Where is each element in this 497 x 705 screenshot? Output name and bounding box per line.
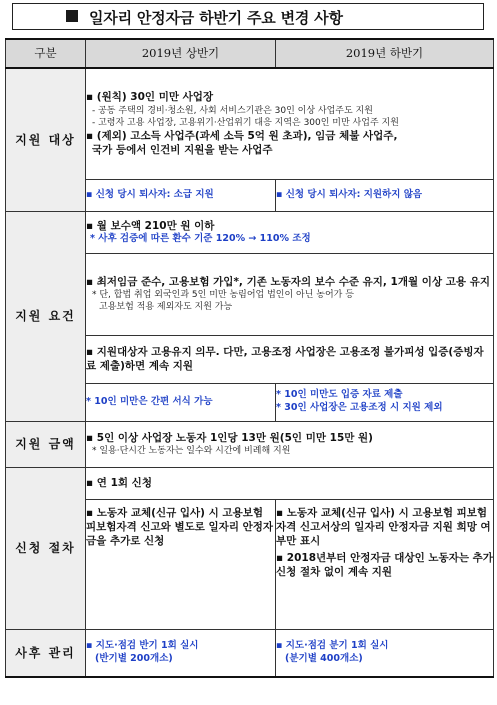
page-title: 일자리 안정자금 하반기 주요 변경 사항: [89, 9, 343, 27]
title-box: [12, 3, 484, 30]
management-h1-text2: (반기별 200개소): [95, 652, 173, 664]
req-sub2: 고용보험 적용 제외자도 지원 가능: [99, 302, 233, 313]
amount-sub1: * 일용·단시간 노동자는 일수와 시간에 비례해 지원: [92, 446, 291, 457]
table-header-row: [6, 39, 494, 68]
row-label-management: 사후 관리: [6, 629, 86, 677]
target-common: [86, 68, 494, 179]
req-lead2: ▪ 최저임금 준수, 고용보험 가입*, 기존 노동자의 보수 수준 유지, 1개월 이상 고용 유지: [86, 275, 490, 288]
target-lead2: ▪ (제외) 고소득 사업주(과세 소득 5억 원 초과), 임금 체불 사업주,: [86, 129, 398, 142]
req-lead3: ▪ 지원대상자 고용유지 의무. 다만, 고용조정 사업장은 고용조정 불가피성 입증(증빙자료 제출)하면 계속 지원: [86, 345, 484, 372]
procedure-h1-text: ▪ 노동자 교체(신규 입사) 시 고용보험 피보험자격 신고와 별도로 일자리 안정자금을 추가로 신청: [86, 506, 274, 547]
req-sub1: * 단, 합법 취업 외국인과 5인 미만 농림어업 법인이 아닌 농어가 등: [92, 289, 354, 300]
management-h1-text1: ▪ 지도·점검 반기 1회 실시: [86, 639, 199, 651]
management-h2: [276, 629, 494, 677]
row-label-procedure: 신청 절차: [6, 467, 86, 629]
target-lead2b: 국가 등에서 인건비 지원을 받는 사업주: [92, 143, 273, 156]
amount-cell: [86, 421, 494, 467]
req-wage: [86, 211, 494, 253]
row-label-target: 지원 대상: [6, 68, 86, 211]
target-h1-note: [86, 179, 276, 211]
req-minwage: [86, 253, 494, 335]
procedure-common: [86, 467, 494, 499]
title-square-icon: [66, 10, 78, 22]
changes-table: [5, 38, 494, 678]
procedure-h1: [86, 499, 276, 629]
header-second-half: 2019년 하반기: [276, 39, 494, 68]
req-h1-note: [86, 383, 276, 421]
header-category: 구분: [6, 39, 86, 68]
management-h2-text2: (분기별 400개소): [285, 652, 363, 664]
procedure-h2-text2: ▪ 2018년부터 안정자금 대상인 노동자는 추가 신청 절차 없이 계속 지원: [276, 552, 493, 579]
target-h2-note: [276, 179, 494, 211]
req-h1-note-text: * 10인 미만은 간편 서식 가능: [86, 395, 213, 407]
header-first-half: 2019년 상반기: [86, 39, 276, 68]
management-h1: [86, 629, 276, 677]
amount-lead1: ▪ 5인 이상 사업장 노동자 1인당 13만 원(5인 미만 15만 원): [86, 431, 373, 444]
req-h2-note: [276, 383, 494, 421]
req-h2-note1: * 10인 미만도 입증 자료 제출: [276, 389, 403, 401]
procedure-lead1: ▪ 연 1회 신청: [86, 476, 152, 489]
procedure-h2: [276, 499, 494, 629]
req-lead1: ▪ 월 보수액 210만 원 이하: [86, 219, 215, 232]
row-label-requirements: 지원 요건: [6, 211, 86, 421]
req-blue1: * 사후 검증에 따른 환수 기준 120% → 110% 조정: [90, 232, 311, 244]
row-label-amount: 지원 금액: [6, 421, 86, 467]
target-lead1: ▪ (원칙) 30인 미만 사업장: [86, 91, 214, 104]
target-h2-note-text: ▪ 신청 당시 퇴사자: 지원하지 않음: [276, 188, 423, 200]
target-h1-note-text: ▪ 신청 당시 퇴사자: 소급 지원: [86, 188, 214, 200]
req-maintain: [86, 335, 494, 383]
procedure-h2-text1: ▪ 노동자 교체(신규 입사) 시 고용보험 피보험자격 신고서상의 일자리 안정자금 지원 희망 여부만 표시: [276, 506, 491, 547]
management-h2-text1: ▪ 지도·점검 분기 1회 실시: [276, 639, 389, 651]
target-sub2: - 고령자 고용 사업장, 고용위기·산업위기 대응 지역은 300인 미만 사업주 지원: [92, 117, 399, 128]
req-h2-note2: * 30인 사업장은 고용조정 시 지원 제외: [276, 402, 443, 413]
target-sub1: - 공동 주택의 경비·청소원, 사회 서비스기관은 30인 이상 사업주도 지원: [92, 105, 373, 116]
